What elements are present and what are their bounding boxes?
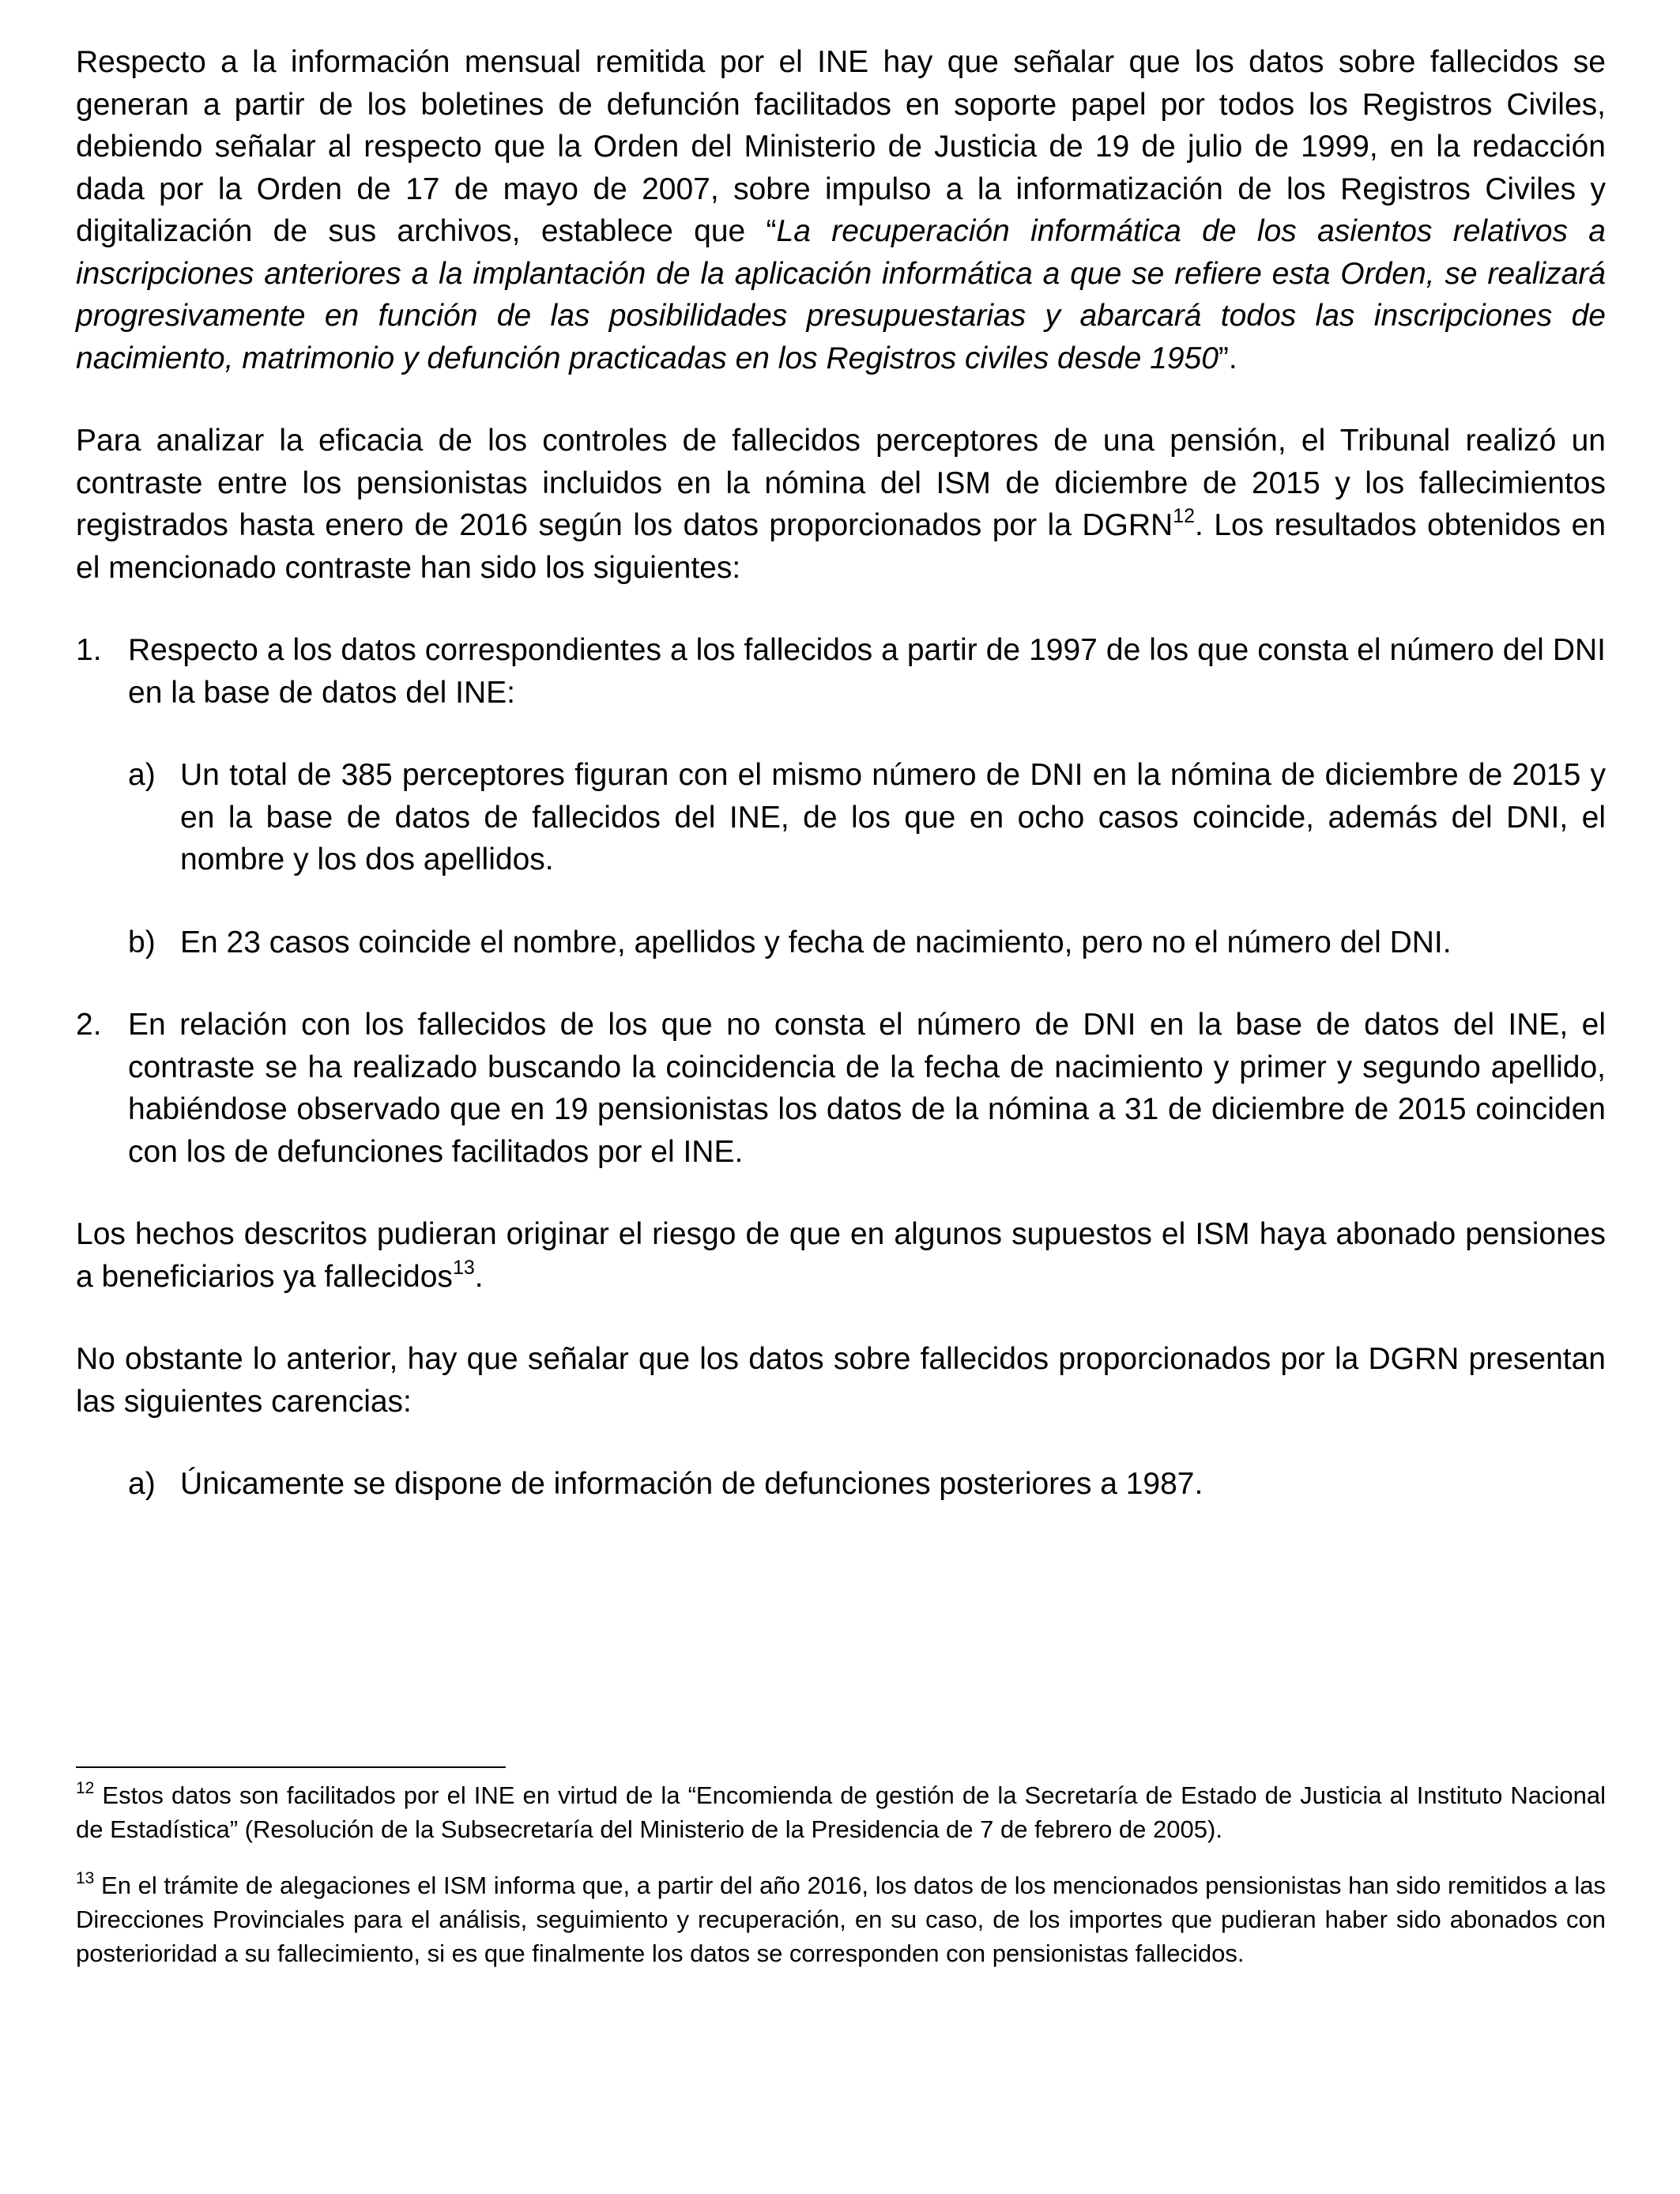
list-marker: 2.	[76, 1008, 102, 1042]
paragraph-text: Los hechos descritos pudieran originar el riesgo de que en algunos supuestos el ISM haya abonado pensiones a beneficiarios ya fallecidos	[76, 1217, 1606, 1294]
sub-list-item-a	[128, 754, 1606, 881]
list-marker: a)	[128, 1467, 156, 1501]
footnote-text: Estos datos son facilitados por el INE en virtud de la “Encomienda de gestión de la Secretaría de Estado de Justicia al Instituto Nacional de Estadística” (Resolución de la Subsecretaría del Ministerio de la Presidencia de 7 de febrero de 2005).	[76, 1781, 1606, 1843]
sub-list-item-b	[128, 922, 1606, 964]
list-item-text: Un total de 385 perceptores figuran con el mismo número de DNI en la nómina de diciembre de 2015 y en la base de datos de fallecidos del INE, de los que en ocho casos coincide, además del DNI, el nombre y los dos apellidos.	[180, 758, 1606, 876]
footnotes	[76, 1778, 1606, 1992]
list-item-text: En relación con los fallecidos de los que no consta el número de DNI en la base de datos del INE, el contraste se ha realizado buscando la coincidencia de la fecha de nacimiento y primer y segundo apellido, habiéndose observado que en 19 pensionistas los datos de la nómina a 31 de diciembre de 2015 coinciden con los de defunciones facilitados por el INE.	[128, 1008, 1606, 1169]
footnote-ref-13[interactable]: 13	[452, 1256, 475, 1279]
footnote-number: 12	[76, 1779, 95, 1797]
list-marker: 1.	[76, 633, 102, 667]
footnote-13	[76, 1868, 1606, 1970]
paragraph-text: .	[474, 1259, 484, 1294]
list-item-text: Respecto a los datos correspondientes a los fallecidos a partir de 1997 de los que consta el número del DNI en la base de datos del INE:	[128, 633, 1606, 710]
list-marker: b)	[128, 925, 156, 959]
footnote-ref-12[interactable]: 12	[1173, 505, 1195, 527]
list-marker: a)	[128, 758, 156, 792]
paragraph-risk	[76, 1213, 1606, 1298]
paragraph-text: No obstante lo anterior, hay que señalar que los datos sobre fallecidos proporcionados por la DGRN presentan las siguientes carencias:	[76, 1342, 1606, 1419]
paragraph-tribunal-contrast	[76, 420, 1606, 589]
footnote-number: 13	[76, 1869, 95, 1887]
paragraph-deficiencies	[76, 1338, 1606, 1423]
paragraph-text: ”.	[1218, 341, 1237, 375]
footnote-separator	[76, 1766, 506, 1768]
list-item-text: Únicamente se dispone de información de defunciones posteriores a 1987.	[180, 1467, 1203, 1501]
footnote-12	[76, 1778, 1606, 1846]
list-item-text: En 23 casos coincide el nombre, apellidos y fecha de nacimiento, pero no el número del DNI.	[180, 925, 1452, 959]
footnote-text: En el trámite de alegaciones el ISM informa que, a partir del año 2016, los datos de los mencionados pensionistas han sido remitidos a las Direcciones Provinciales para el análisis, seguimiento y recuperación, en su caso, de los importes que pudieran haber sido abonados con posterioridad a su fallecimiento, si es que finalmente los datos se corresponden con pensionistas fallecidos.	[76, 1872, 1606, 1967]
paragraph-text: Para analizar la eficacia de los controles de fallecidos perceptores de una pensión, el Tribunal realizó un contraste entre los pensionistas incluidos en la nómina del ISM de diciembre de 2015 y los fallecimientos registrados hasta enero de 2016 según los datos proporcionados por la DGRN	[76, 424, 1606, 542]
quoted-order-text: La recuperación informática de los asientos relativos a inscripciones anteriores a la implantación de la aplicación informática a que se refiere esta Orden, se realizará progresivamente en función de las posibilidades presupuestarias y abarcará todos las inscripciones de nacimiento, matrimonio y defunción practicadas en los Registros civiles desde 1950	[76, 214, 1606, 375]
document-body	[76, 41, 1606, 1506]
paragraph-text: . Los resultados obtenidos en el mencionado contraste han sido los siguientes:	[76, 508, 1607, 585]
deficiency-item-a	[128, 1463, 1606, 1506]
list-item-1	[76, 629, 1606, 714]
paragraph-text: Respecto a la información mensual remitida por el INE hay que señalar que los datos sobre fallecidos se generan a partir de los boletines de defunción facilitados en soporte papel por todos los Registros Civiles, debiendo señalar al respecto que la Orden del Ministerio de Justicia de 19 de julio de 1999, en la redacción dada por la Orden de 17 de mayo de 2007, sobre impulso a la informatización de los Registros Civiles y digitalización de sus archivos, establece que “	[76, 45, 1606, 248]
paragraph-ine-monthly-info	[76, 41, 1606, 379]
list-item-2	[76, 1004, 1606, 1173]
